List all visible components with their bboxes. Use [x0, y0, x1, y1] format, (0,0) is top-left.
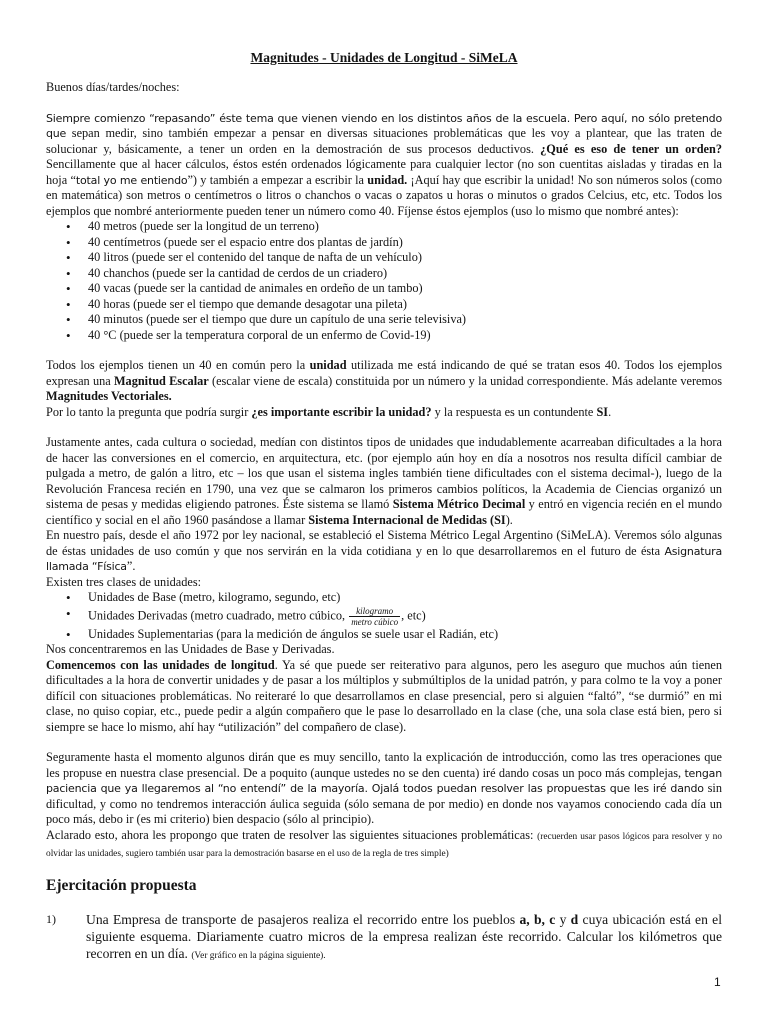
- paragraph-intro: Siempre comienzo “repasando” éste tema que vienen viendo en los distintos años de la escuela. Pero aquí, no sólo pretendo que sepan medir, sino también empezar a pensar en diversas situaciones problemáticas que les voy a plantear, que las traten de solucionar y, básicamente, a tener un orden en la demostración de sus procesos deductivos. ¿Qué es eso de tener un orden? Sencillamente que al hacer cálculos, éstos estén ordenados lógicamente para cualquier lector (no son cuentitas aisladas y tiradas en la hoja “total yo me entiendo”) y también a empezar a escribir la unidad. ¡Aquí hay que escribir la unidad! No son números solos (como en matemática) son metros o centímetros o litros o chanchos o vacas o zapatos u horas o minutos o grados Celcius, etc, etc. Todos los ejemplos que nombré anteriormente pueden tener un número como 40. Fíjense éstos ejemplos (uso lo mismo que nombré antes):: [46, 111, 722, 218]
- exercise-text: Una Empresa de transporte de pasajeros realiza el recorrido entre los pueblos a, b, c y d cuya ubicación está en el siguiente esquema. Diariamente cuatro micros de la empresa realizan éste recorrido. Calcular los kilómetros que recorren en un día. (Ver gráfico en la página siguiente).: [86, 912, 722, 961]
- list-item: • 40 minutos (puede ser el tiempo que dure un capítulo de una serie televisiva): [46, 312, 722, 328]
- list-item: • Unidades Derivadas (metro cuadrado, metro cúbico, $\frac{\text{kilogramo}}{\text{metro cúbico}}$ , etc): [46, 606, 722, 627]
- section-title: Ejercitación propuesta: [46, 876, 197, 894]
- list-item: • 40 °C (puede ser la temperatura corporal de un enfermo de Covid-19): [46, 328, 722, 344]
- paragraph-length-units: Comencemos con las unidades de longitud. Ya sé que puede ser reiterativo para algunos, pero les aseguro que muchos aún tienen dificultades a la hora de convertir unidades y de pasar a los múltiplos y submúltiplos de la unidad patrón, y para colmo te la voy a poner difícil con situaciones problemáticas. No reiteraré lo que desarrollamos en clase presencial, pero si alguien “faltó”, “se durmió” en mi clase, no quiso copiar, etc., puede pedir a algún compañero que le pase lo desarrollado en la clase (che, una sola clase está bien, pero si siempre se hace lo mismo, ahí hay “utilización” del compañero de clase).: [46, 657, 722, 734]
- list-item: • 40 chanchos (puede ser la cantidad de cerdos de un criadero): [46, 266, 722, 282]
- list-item: • 40 litros (puede ser el contenido del tanque de nafta de un vehículo): [46, 250, 722, 266]
- paragraph-scalar: Todos los ejemplos tienen un 40 en común pero la unidad utilizada me está indicando de qué se tratan esos 40. Todos los ejemplos expresan una Magnitud Escalar (escalar viene de escala) constituida por un número y la unidad correspondiente. Más adelante veremos Magnitudes Vectoriales.: [46, 358, 723, 403]
- paragraph-question: Por lo tanto la pregunta que podría surgir ¿es importante escribir la unidad? y la respuesta es un contundente SI.: [46, 404, 612, 419]
- paragraph-closing: Seguramente hasta el momento algunos dirán que es muy sencillo, tanto la explicación de introducción, como las tres operaciones que les propuse en nuestra clase presencial. De a poquito (aunque ustedes no se den cuenta) iré dando cosas un poco más complejas, tengan paciencia que ya llegaremos al “no entendí” de la mayoría. Ojalá todos puedan resolver las propuestas que les iré dando sin dificultad, y como no tendremos interacción áulica seguida (sólo semana de por medio) en donde nos vayamos conociendo cada día un poco más, debo ir (es mi criterio) bien despacio (sólo al principio).: [46, 750, 722, 826]
- examples-list: [46, 219, 722, 343]
- exercise-number: 1): [46, 912, 56, 926]
- fraction: $\frac{\text{kilogramo}}{\text{metro cúbico}}$: [351, 605, 399, 627]
- paragraph-instructions: Aclarado esto, ahora les propongo que traten de resolver las siguientes situaciones problemáticas: (recuerden usar pasos lógicos para resolver y no olvidar las unidades, sugiero también usar para la demostración basarse en el uso de la regla de tres simple): [46, 827, 723, 859]
- paragraph-unit-classes: Existen tres clases de unidades:: [46, 574, 202, 589]
- list-item: • 40 vacas (puede ser la cantidad de animales en ordeño de un tambo): [46, 281, 722, 297]
- list-item: • Unidades Suplementarias (para la medición de ángulos se suele usar el Radián, etc): [46, 627, 722, 643]
- paragraph-history: Justamente antes, cada cultura o sociedad, medían con distintos tipos de unidades que indudablemente acarreaban dificultades a la hora de hacer las conversiones en el comercio, en arquitectura, etc. (por ejemplo aún hoy en día a nosotros nos resulta difícil cambiar de pulgada a metro, de galón a litro, etc – los que usan el sistema ingles también tiene dificultades con el sistema decimal-), luego de la Revolución Francesa recién en 1790, una vez que se calmaron los primeros cambios políticos, la Academia de Ciencias organizó un sistema de pesas y medidas eligiendo patrones. Éste sistema se llamó Sistema Métrico Decimal y entró en vigencia recién en el mundo científico y social en el año 1960 pasándose a llamar Sistema Internacional de Medidas (SI).: [46, 435, 722, 527]
- greeting: Buenos días/tardes/noches:: [46, 80, 180, 94]
- handwritten-intro: Siempre comienzo “repasando” éste tema que vienen viendo en los distintos años de la escuela. Pero aquí, no sólo pretendo que: [46, 111, 722, 140]
- list-item: • 40 metros (puede ser la longitud de un terreno): [46, 219, 722, 235]
- document-title: Magnitudes - Unidades de Longitud - SiMeLA: [250, 50, 518, 65]
- paragraph-focus: Nos concentraremos en las Unidades de Base y Derivadas.: [46, 642, 335, 656]
- page-number: 1: [714, 975, 721, 989]
- list-item: • 40 horas (puede ser el tiempo que demande desagotar una pileta): [46, 297, 722, 313]
- unit-types-list: [46, 590, 722, 642]
- exercise-item: [46, 911, 722, 965]
- list-item: • 40 centímetros (puede ser el espacio entre dos plantas de jardín): [46, 235, 722, 251]
- paragraph-simela: En nuestro país, desde el año 1972 por ley nacional, se estableció el Sistema Métrico Legal Argentino (SiMeLA). Veremos sólo algunas de éstas unidades de uso común y que nos servirán en la vida cotidiana y en lo que desarrollaremos en el futuro de ésta Asignatura llamada “Física”.: [46, 528, 722, 573]
- list-item: • Unidades de Base (metro, kilogramo, segundo, etc): [46, 590, 722, 606]
- document-body: [46, 80, 722, 965]
